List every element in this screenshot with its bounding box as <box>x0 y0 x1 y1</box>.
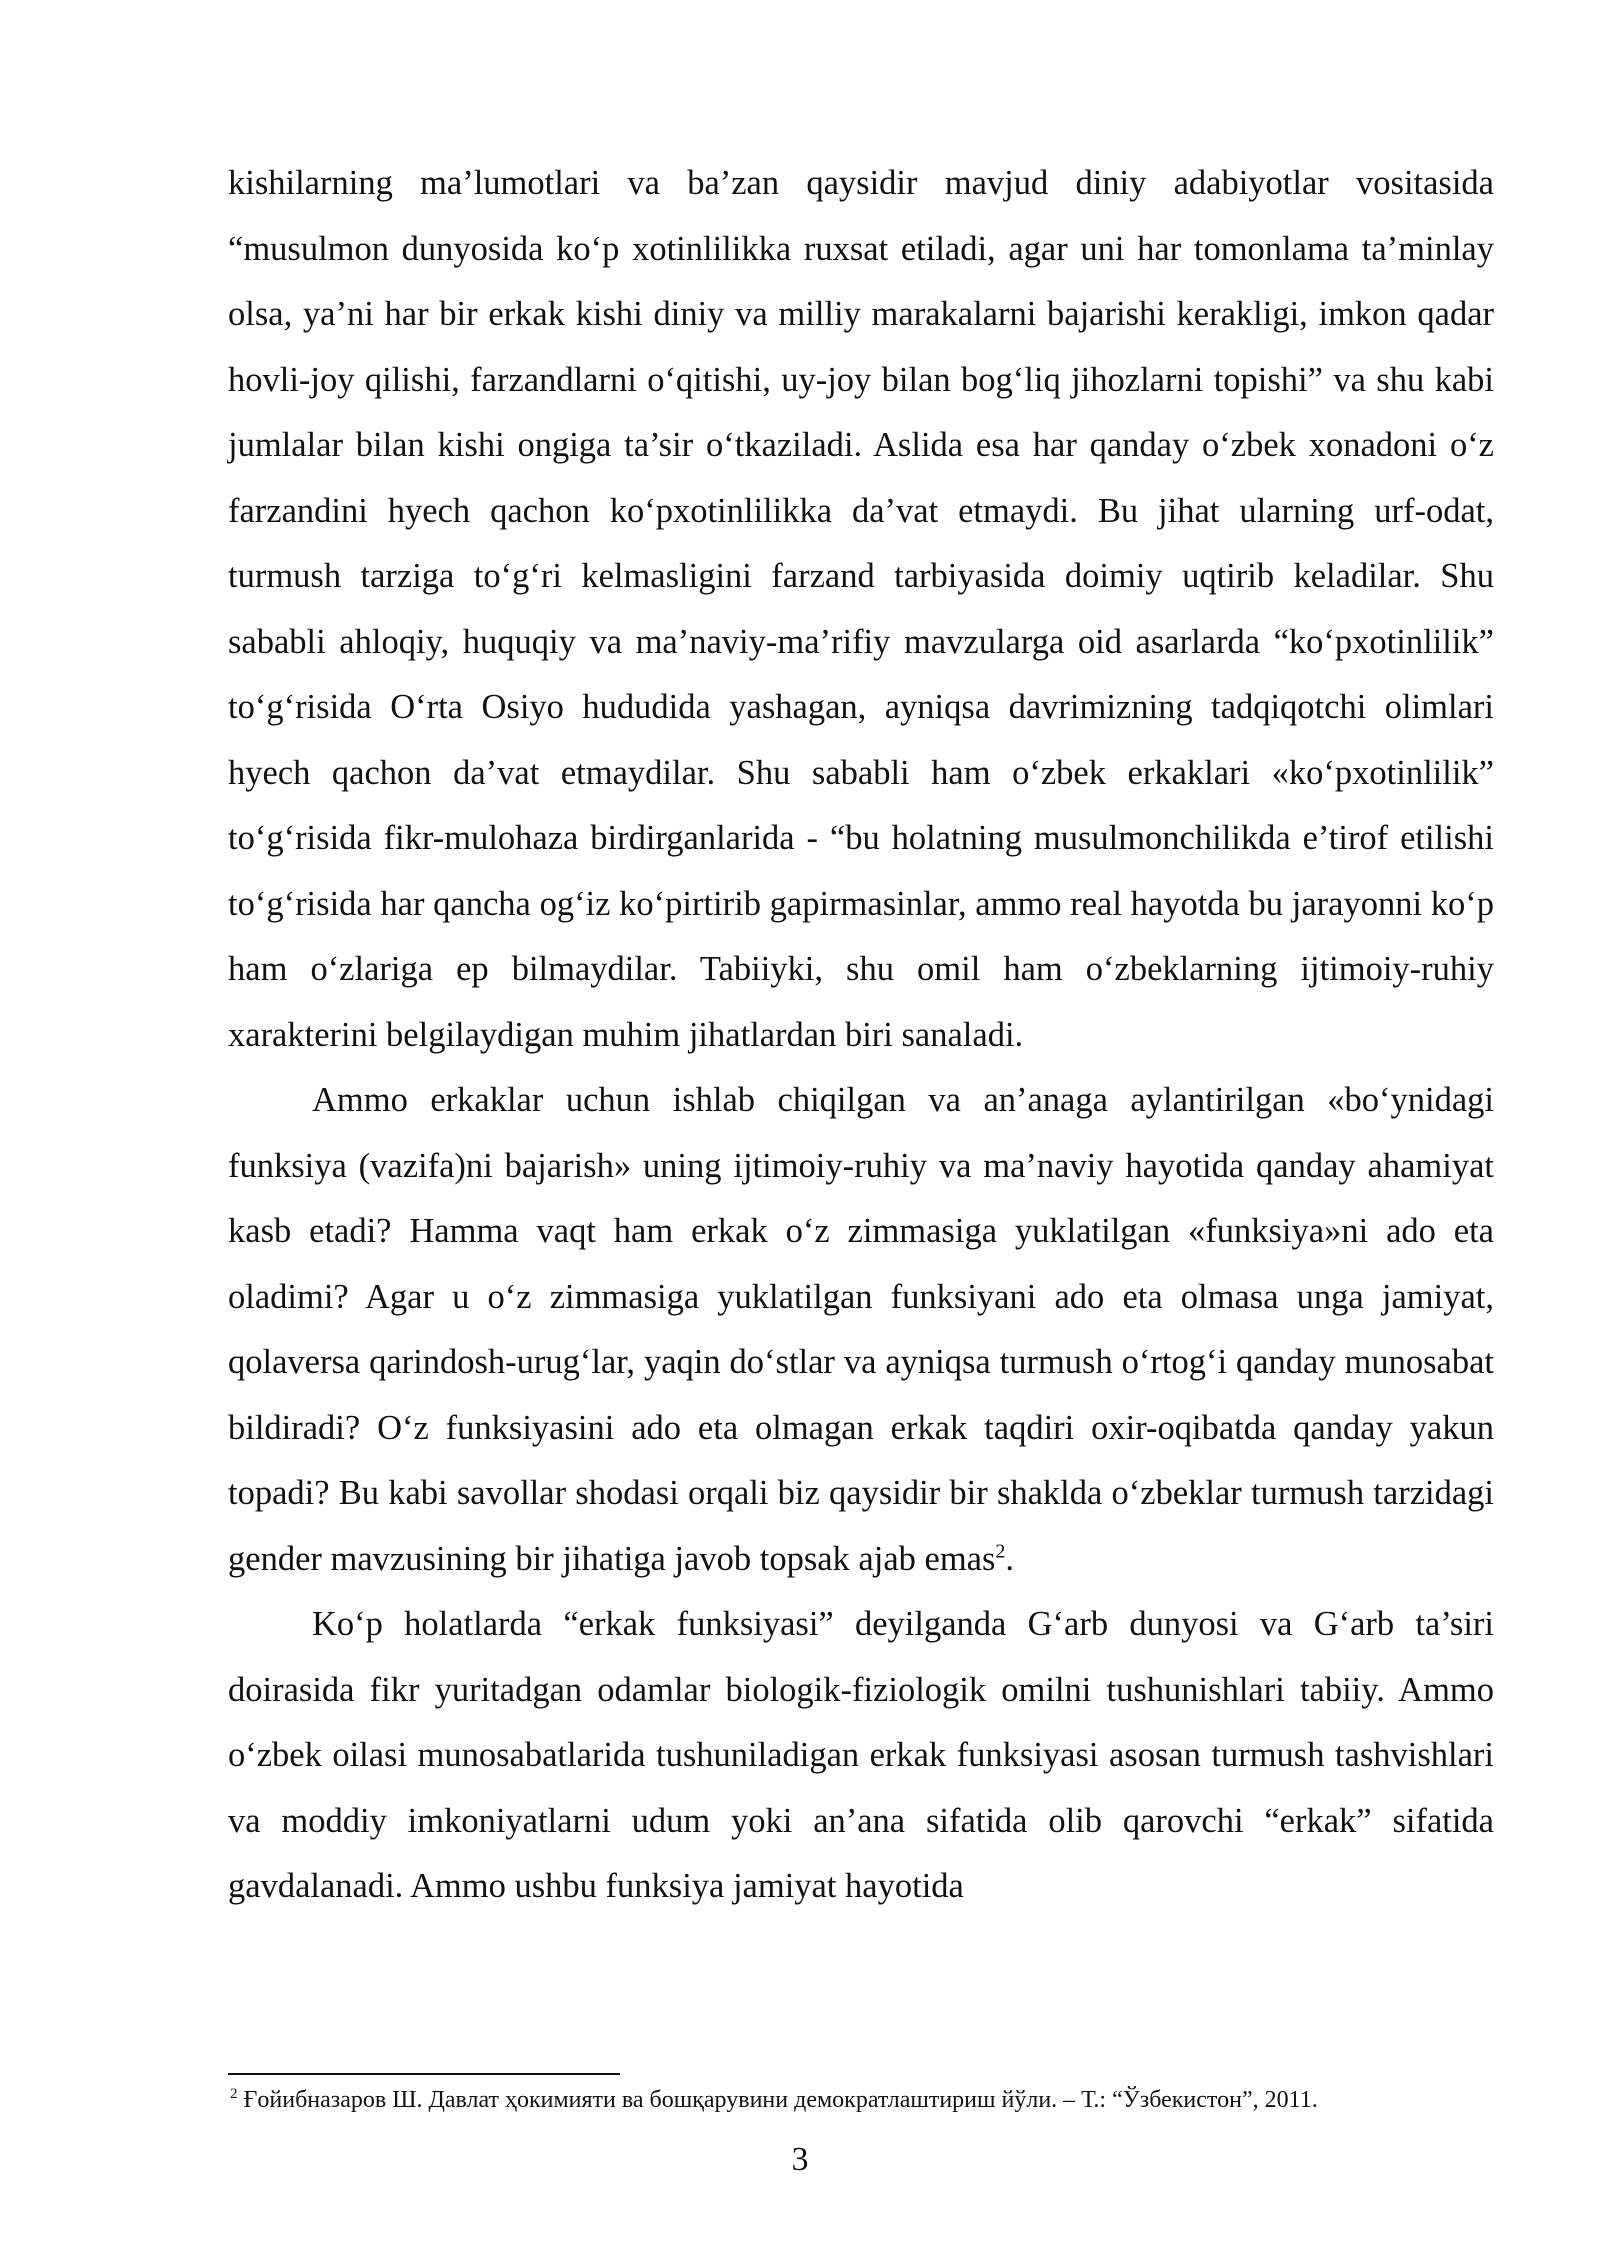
paragraph-1 <box>228 151 1494 1068</box>
paragraph-3-text: Ko‘p holatlarda “erkak funksiyasi” deyilganda G‘arb dunyosi va G‘arb ta’siri doirasida fikr yuritadgan odamlar biologik-fiziologik omilni tushunishlari tabiiy. Ammo o‘zbek oilasi munosabatlarida tushuniladigan erkak funksiyasi asosan turmush tashvishlari va moddiy imkoniyatlarni udum yoki an’ana sifatida olib qarovchi “erkak” sifatida gavdalanadi. Ammo ushbu funksiya jamiyat hayotida <box>228 1605 1494 1905</box>
paragraph-2 <box>228 1068 1494 1592</box>
footnote-number: 2 <box>230 2086 238 2102</box>
footnote-separator <box>228 2073 620 2075</box>
paragraph-1-text: kishilarning ma’lumotlari va ba’zan qaysidir mavjud diniy adabiyotlar vositasida “musulmon dunyosida ko‘p xotinlilikka ruxsat etiladi, agar uni har tomonlama ta’minlay olsa, ya’ni har bir erkak kishi diniy va milliy marakalarni bajarishi kerakligi, imkon qadar hovli-joy qilishi, farzandlarni o‘qitishi, uy-joy bilan bog‘liq jihozlarni topishi” va shu kabi jumlalar bilan kishi ongiga ta’sir o‘tkaziladi. Aslida esa har qanday o‘zbek xonadoni o‘z farzandini hyech qachon ko‘pxotinlilikka da’vat etmaydi. Bu jihat ularning urf-odat, turmush tarziga to‘g‘ri kelmasligini farzand tarbiyasida doimiy uqtirib keladilar. Shu sababli ahloqiy, huquqiy va ma’naviy-ma’rifiy mavzularga oid asarlarda “ko‘pxotinlilik” to‘g‘risida O‘rta Osiyo hududida yashagan, ayniqsa davrimizning tadqiqotchi olimlari hyech qachon da’vat etmaydilar. Shu sababli ham o‘zbek erkaklari «ko‘pxotinlilik” to‘g‘risida fikr-mulohaza birdirganlarida - “bu holatning musulmonchilikda e’tirof etilishi to‘g‘risida har qancha og‘iz ko‘pirtirib gapirmasinlar, ammo real hayotda bu jarayonni ko‘p ham o‘zlariga ep bilmaydilar. Tabiiyki, shu omil ham o‘zbeklarning ijtimoiy-ruhiy xarakterini belgilaydigan muhim jihatlardan biri sanaladi. <box>228 164 1494 1054</box>
paragraph-2-tail: . <box>1005 1539 1015 1578</box>
document-body <box>228 151 1494 1920</box>
paragraph-2-text: Ammo erkaklar uchun ishlab chiqilgan va an’anaga aylantirilgan «bo‘ynidagi funksiya (vazifa)ni bajarish» uning ijtimoiy-ruhiy va ma’naviy hayotida qanday ahamiyat kasb etadi? Hamma vaqt ham erkak o‘z zimmasiga yuklatilgan «funksiya»ni ado eta oladimi? Agar u o‘z zimmasiga yuklatilgan funksiyani ado eta olmasa unga jamiyat, qolaversa qarindosh-urug‘lar, yaqin do‘stlar va ayniqsa turmush o‘rtog‘i qanday munosabat bildiradi? O‘z funksiyasini ado eta olmagan erkak taqdiri oxir-oqibatda qanday yakun topadi? Bu kabi savollar shodasi orqali biz qaysidir bir shaklda o‘zbeklar turmush tarzidagi gender mavzusining bir jihatiga javob topsak ajab emas <box>228 1081 1494 1578</box>
paragraph-3 <box>228 1592 1494 1920</box>
footnote-text: Ғойибназаров Ш. Давлат ҳокимияти ва бошқарувини демократлаштириш йўли. – Т.: “Ўзбекистон”, 2011. <box>237 2087 1318 2113</box>
footnote-reference[interactable]: 2 <box>995 1540 1006 1562</box>
footnote <box>230 2085 1496 2115</box>
page-number: 3 <box>791 2141 809 2178</box>
